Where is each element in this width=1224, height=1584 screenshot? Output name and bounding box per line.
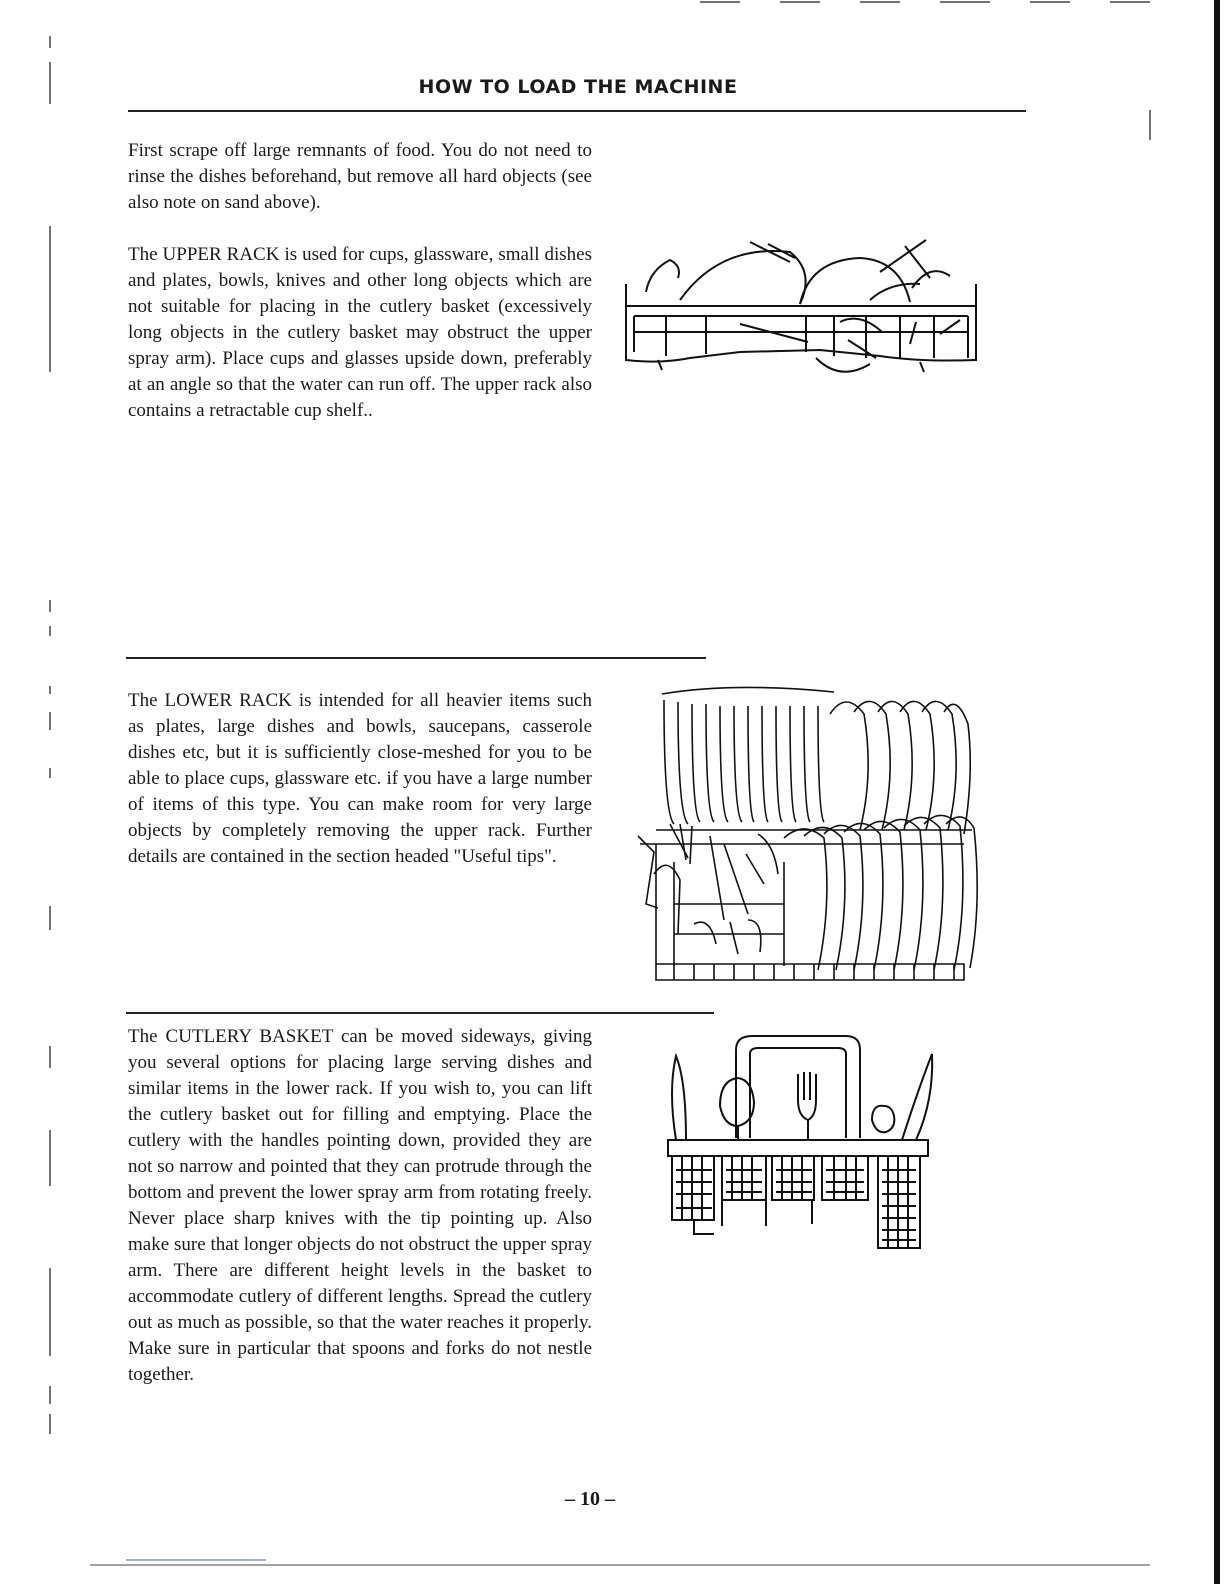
section-divider-2 xyxy=(126,1012,714,1014)
lower-rack-illustration xyxy=(634,684,986,986)
intro-paragraph xyxy=(128,138,592,216)
page-number: – 10 – xyxy=(565,1488,615,1510)
cutlery-basket-paragraph xyxy=(128,1024,592,1388)
upper-rack-drawing xyxy=(620,232,982,382)
section-divider-1 xyxy=(126,657,706,659)
scan-right-edge xyxy=(1214,0,1220,1584)
lower-rack-paragraph xyxy=(128,688,592,870)
cutlery-basket-text: The CUTLERY BASKET can be moved sideways, giving you several options for placing large serving dishes and similar items in the lower rack. If you wish to, you can lift the cutlery basket out for filling and emptying. Place the cutlery with the handles pointing down, provided they are not so narrow and pointed that they can protrude through the bottom and prevent the lower spray arm from rotating freely. Never place sharp knives with the tip pointing up. Also make sure that longer objects do not obstruct the upper spray arm. There are different height levels in the basket to accommodate cutlery of different lengths. Spread the cutlery out as much as possible, so that the water reaches it properly. Make sure in particular that spoons and forks do not nestle together. xyxy=(128,1026,592,1385)
cutlery-basket-illustration xyxy=(662,1030,936,1254)
page-title: HOW TO LOAD THE MACHINE xyxy=(418,76,738,98)
intro-text: First scrape off large remnants of food. You do not need to rinse the dishes beforehand, but remove all hard objects (see also note on sand above). xyxy=(128,140,592,213)
cutlery-basket-drawing xyxy=(662,1030,936,1254)
upper-rack-paragraph xyxy=(128,242,592,424)
upper-rack-text: The UPPER RACK is used for cups, glassware, small dishes and plates, bowls, knives and other long objects which are not suitable for placing in the cutlery basket (excessively long objects in the cutlery basket may obstruct the upper spray arm). Place cups and glasses upside down, preferably at an angle so that the water can run off. The upper rack also contains a retractable cup shelf.. xyxy=(128,244,592,421)
title-rule xyxy=(128,110,1026,112)
lower-rack-drawing xyxy=(634,684,986,986)
lower-rack-text: The LOWER RACK is intended for all heavier items such as plates, large dishes and bowls, saucepans, casserole dishes etc, but it is sufficiently close-meshed for you to be able to place cups, glassware etc. if you have a large number of items of this type. You can make room for very large objects by completely removing the upper rack. Further details are contained in the section headed "Useful tips". xyxy=(128,690,592,867)
upper-rack-illustration xyxy=(620,232,982,382)
